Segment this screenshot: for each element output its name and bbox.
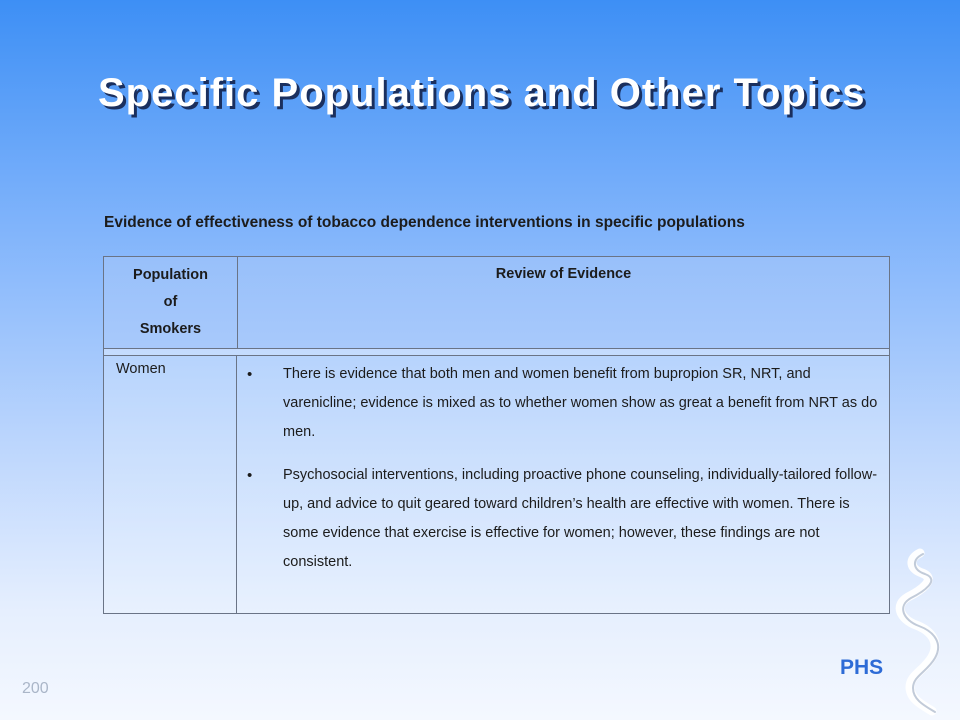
table-caption: Evidence of effectiveness of tobacco dependence interventions in specific populations <box>104 214 745 231</box>
bullet-icon: • <box>247 366 253 383</box>
evidence-text: There is evidence that both men and women benefit from bupropion SR, NRT, and varenicline; evidence is mixed as to whether women show as great a benefit from NRT as do men. <box>283 366 878 440</box>
header-population-line: Population <box>133 267 208 283</box>
table-row <box>103 356 890 614</box>
header-population-line: of <box>163 294 178 310</box>
slide-title: Specific Populations and Other Topics <box>98 71 866 115</box>
evidence-table <box>103 256 890 614</box>
table-header-row <box>103 256 890 348</box>
header-population-line: Smokers <box>139 321 202 337</box>
evidence-bullet <box>247 360 881 447</box>
population-cell: Women <box>104 356 237 613</box>
page-number: 200 <box>22 680 49 697</box>
evidence-cell <box>237 356 889 613</box>
bullet-icon: • <box>247 467 253 484</box>
phs-logo-text: PHS <box>840 656 884 679</box>
evidence-text: Psychosocial interventions, including proactive phone counseling, individually-tailored follow-up, and advice to quit geared toward children’s health are effective with women. There is some evidence that exercise is effective for women; however, these findings are not consistent. <box>283 467 878 570</box>
evidence-bullet <box>247 461 881 577</box>
header-divider <box>103 348 890 356</box>
phs-swirl-logo-icon <box>880 545 955 720</box>
header-review-of-evidence: Review of Evidence <box>495 266 632 282</box>
header-population-of-smokers <box>104 257 238 348</box>
